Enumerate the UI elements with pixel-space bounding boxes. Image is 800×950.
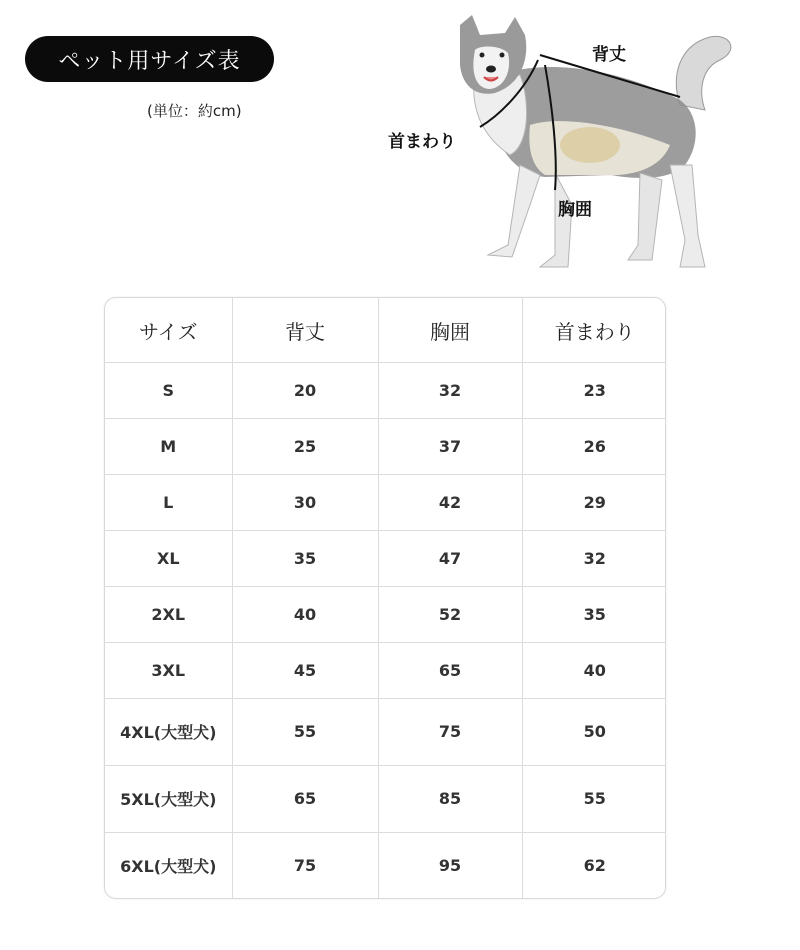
table-header-row bbox=[105, 298, 666, 363]
table-row bbox=[105, 530, 666, 586]
table-row bbox=[105, 765, 666, 832]
cell-back-length: 55 bbox=[232, 698, 378, 765]
table-row bbox=[105, 418, 666, 474]
cell-size: S bbox=[105, 363, 232, 419]
cell-back-length: 35 bbox=[232, 530, 378, 586]
page-title bbox=[25, 36, 274, 82]
table-row bbox=[105, 363, 666, 419]
cell-neck: 23 bbox=[522, 363, 666, 419]
cell-back-length: 45 bbox=[232, 642, 378, 698]
cell-neck: 55 bbox=[522, 765, 666, 832]
label-neck: 首まわり bbox=[388, 132, 456, 152]
cell-size: XL bbox=[105, 530, 232, 586]
cell-size: M bbox=[105, 418, 232, 474]
label-back-length: 背丈 bbox=[592, 45, 626, 65]
cell-chest: 47 bbox=[378, 530, 522, 586]
cell-neck: 50 bbox=[522, 698, 666, 765]
cell-neck: 29 bbox=[522, 474, 666, 530]
cell-chest: 75 bbox=[378, 698, 522, 765]
size-table-card bbox=[104, 297, 666, 899]
cell-neck: 40 bbox=[522, 642, 666, 698]
cell-chest: 32 bbox=[378, 363, 522, 419]
table-row bbox=[105, 698, 666, 765]
cell-neck: 62 bbox=[522, 832, 666, 898]
cell-size: 3XL bbox=[105, 642, 232, 698]
cell-size: 2XL bbox=[105, 586, 232, 642]
table-row bbox=[105, 586, 666, 642]
size-table bbox=[105, 298, 666, 898]
page-title-text: ペット用サイズ表 bbox=[58, 48, 241, 74]
cell-size: 5XL(大型犬) bbox=[105, 765, 232, 832]
table-row bbox=[105, 642, 666, 698]
label-chest: 胸囲 bbox=[558, 200, 592, 220]
cell-chest: 95 bbox=[378, 832, 522, 898]
cell-size: L bbox=[105, 474, 232, 530]
header-chest: 胸囲 bbox=[378, 298, 522, 363]
cell-back-length: 30 bbox=[232, 474, 378, 530]
cell-chest: 65 bbox=[378, 642, 522, 698]
unit-note: (単位：約cm) bbox=[147, 102, 242, 120]
table-row bbox=[105, 474, 666, 530]
header-size: サイズ bbox=[105, 298, 232, 363]
cell-back-length: 40 bbox=[232, 586, 378, 642]
cell-chest: 42 bbox=[378, 474, 522, 530]
cell-back-length: 65 bbox=[232, 765, 378, 832]
cell-size: 6XL(大型犬) bbox=[105, 832, 232, 898]
cell-chest: 85 bbox=[378, 765, 522, 832]
cell-chest: 52 bbox=[378, 586, 522, 642]
cell-neck: 35 bbox=[522, 586, 666, 642]
cell-neck: 32 bbox=[522, 530, 666, 586]
cell-neck: 26 bbox=[522, 418, 666, 474]
cell-back-length: 75 bbox=[232, 832, 378, 898]
cell-back-length: 20 bbox=[232, 363, 378, 419]
cell-back-length: 25 bbox=[232, 418, 378, 474]
cell-size: 4XL(大型犬) bbox=[105, 698, 232, 765]
header-back-length: 背丈 bbox=[232, 298, 378, 363]
header-neck: 首まわり bbox=[522, 298, 666, 363]
table-row bbox=[105, 832, 666, 898]
cell-chest: 37 bbox=[378, 418, 522, 474]
